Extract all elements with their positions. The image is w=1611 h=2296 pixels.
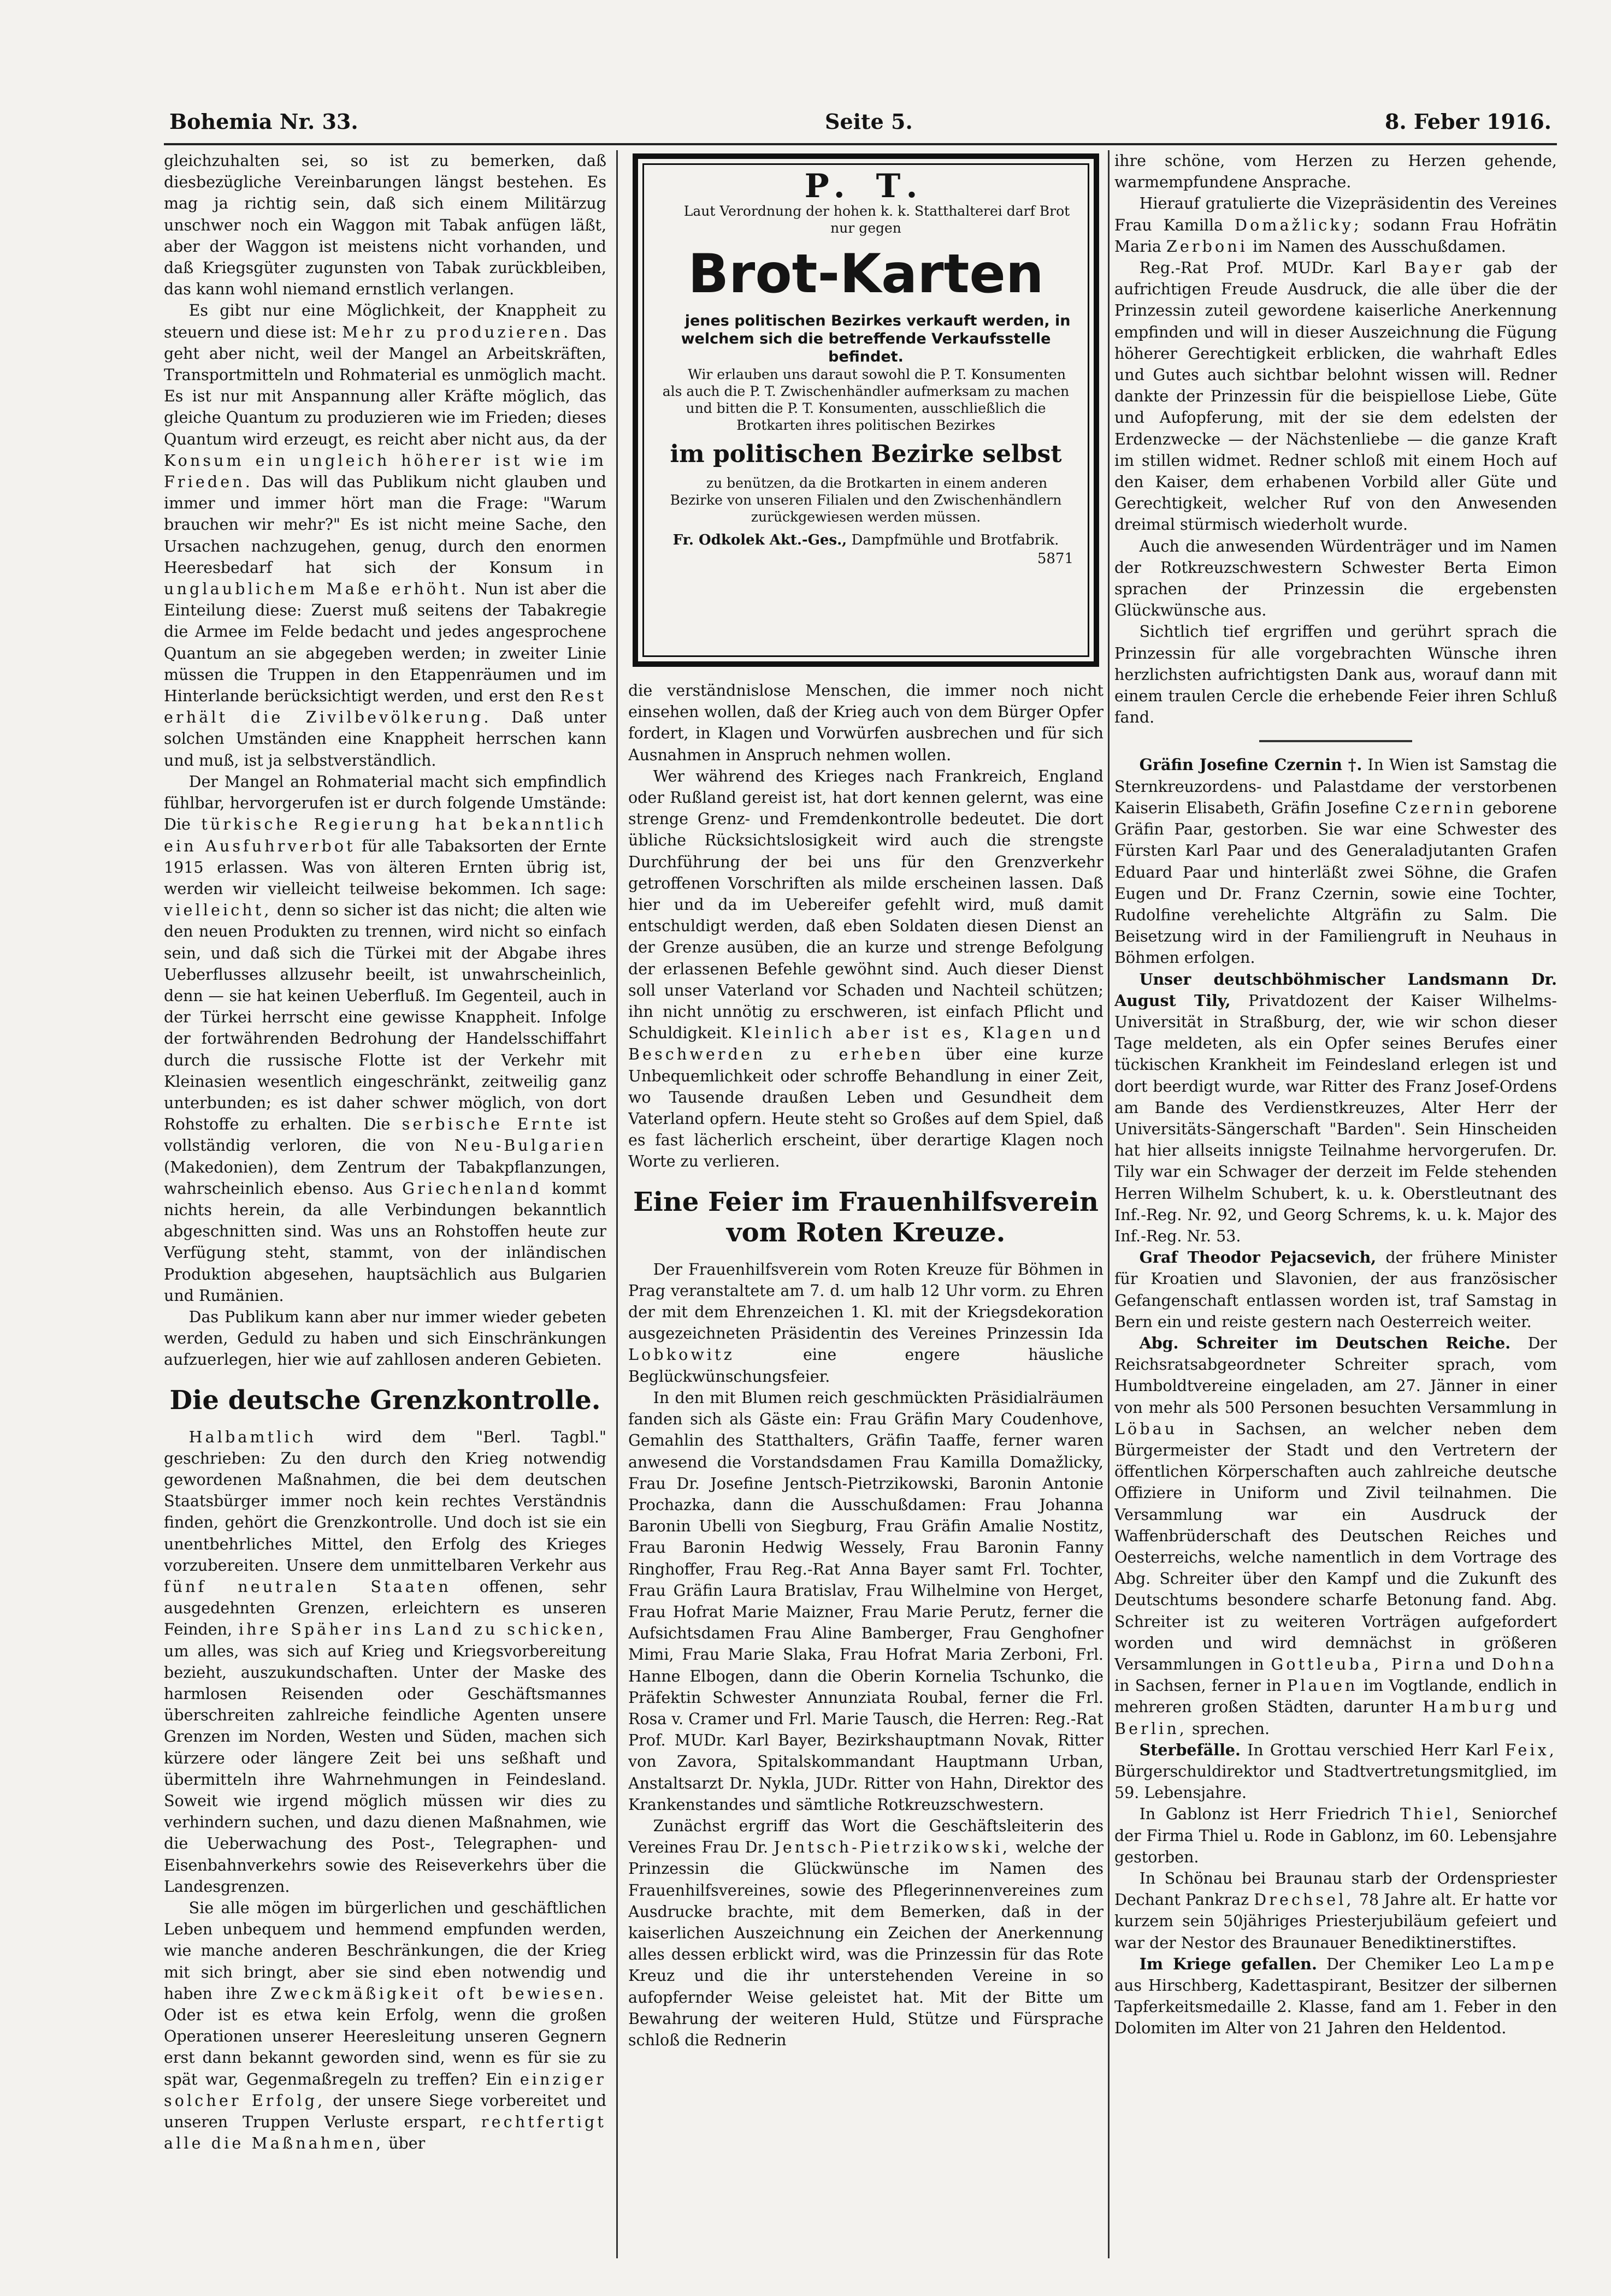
paragraph: Der Mangel an Rohmaterial macht sich empfindlich fühlbar, hervorgerufen ist er durch folgende Umstände: Die türkische Regierung hat bekanntlich ein Ausfuhrverbot für alle Tabaksorten der Ernte 1915 erlassen. Was von älteren Ernten übrig ist, werden wir vielleicht teilweise bekommen. Ich sage: vielleicht, denn so sicher ist das nicht; die alten wie den neuen Produkten zu trennen, wird nicht so einfach sein, und daß sich die Türkei mit der Abgabe ihres Ueberflusses allzusehr beeilt, ist unwahrscheinlich, denn — sie hat keinen Ueberfluß. Im Gegenteil, auch in der Türkei herrscht eine gewisse Knappheit. Infolge der fortwährenden Bedrohung der Handelsschiffahrt durch die russische Flotte ist der Verkehr mit Kleinasien wesentlich eingeschränkt, zeitweilig ganz unterbunden; es ist daher schwer möglich, von dort Rohstoffe zu erhalten. Die serbische Ernte ist vollständig verloren, die von Neu-Bulgarien (Makedonien), dem Zentrum der Tabakpflanzungen, wahrscheinlich ebenso. Aus Griechenland kommt nichts herein, da alle Verbindungen bekanntlich abgeschnitten sind. Was uns an Rohstoffen heute zur Verfügung steht, stammt, von der inländischen Produktion abgesehen, hauptsächlich aus Bulgarien und Rumänien. (164, 772, 606, 1305)
ad-text: Laut Verordnung der hohen k. k. Statthalterei darf Brot nur gegen (683, 203, 1070, 236)
paragraph: In Schönau bei Braunau starb der Ordenspriester Dechant Pankraz Drechsel, 78 Jahre alt. Er hatte vor kurzem sein 50jähriges Priesterjubiläum gefeiert und war der Nestor des Braunauer Benediktinerstiftes. (1114, 1869, 1557, 1952)
paragraph: Sichtlich tief ergriffen und gerührt sprach die Prinzessin für alle vorgebrachten Wünsche ihren herzlichsten aufrichtigsten Dank aus, worauf dann mit einem traulen Cercle die erhebende Feier ihren Schluß fand. (1114, 623, 1557, 727)
paragraph: die verständnislose Menschen, die immer noch nicht einsehen wollen, daß der Krieg auch von dem Bürger Opfer fordert, in Klagen und Vorwürfen ausbrechen und für sich Ausnahmen in Anspruch nehmen wollen. (628, 682, 1103, 764)
paragraph: Auch die anwesenden Würdenträger und im Namen der Rotkreuzschwestern Schwester Berta Eimon sprachen der Prinzessin die ergebensten Glückwünsche aus. (1114, 537, 1557, 620)
column-1 (164, 150, 606, 2253)
paragraph: gleichzuhalten sei, so ist zu bemerken, daß diesbezügliche Vereinbarungen längst bestehen. Es mag ja richtig sein, daß sich einem Militärzug unschwer noch ein Waggon mit Tabak anfügen läßt, aber der Waggon ist meistens nicht vorhanden, und daß Kriegsgüter zugunsten von Tabak zurückbleiben, das kann wohl niemand ernstlich verlangen. (164, 152, 606, 299)
headline-grenzkontrolle: Die deutsche Grenzkontrolle. (169, 1384, 601, 1416)
ad-salutation: P. T. (804, 167, 928, 205)
header-rule (164, 143, 1557, 145)
header-page-number: Seite 5. (825, 109, 913, 134)
paragraph: Wer während des Krieges nach Frankreich, England oder Rußland gereist ist, hat dort kennen gelernt, was eine strenge Grenz- und Fremdenkontrolle bedeutet. Die dort übliche Rücksichtslosigkeit wird auch die strengste Durchführung der bei uns für den Grenzverkehr getroffenen Vorschriften als milde erscheinen lassen. Daß hier und da im Uebereifer gefehlt wird, muß damit entschuldigt werden, daß eben Soldaten diesen Dienst an der Grenze ausüben, die an kurze und strenge Befolgung der erlassenen Befehle gewöhnt sind. Auch dieser Dienst soll unser Vaterland vor Schaden und Nachteil schützen; ihn nicht unnötig zu erschweren, ist einfach Pflicht und Schuldigkeit. Kleinlich aber ist es, Klagen und Beschwerden zu erheben über eine kurze Unbequemlichkeit oder schroffe Behandlung in einer Zeit, wo Tausende draußen Leben und Gesundheit dem Vaterland opfern. Heute steht so Großes auf dem Spiel, daß es fast lächerlich erscheint, über derartige Klagen noch Worte zu verlieren. (628, 767, 1103, 1171)
header-issue: Bohemia Nr. 33. (169, 109, 358, 134)
ad-title: Brot-Karten (688, 243, 1044, 306)
section-divider (1259, 740, 1412, 742)
paragraph: Sterbefälle. In Grottau verschied Herr Karl Feix, Bürgerschuldirektor und Stadtvertretungsmitglied, im 59. Lebensjahre. (1114, 1740, 1557, 1802)
advertisement-brot-karten (633, 153, 1099, 667)
advertisement-frame (642, 163, 1089, 657)
paragraph: In den mit Blumen reich geschmückten Präsidialräumen fanden sich als Gäste ein: Frau Gräfin Mary Coudenhove, Gemahlin des Statthalters, Gräfin Taaffe, ferner waren anwesend die Vorstandsdamen Frau Kamilla Domažlicky, Frau Dr. Josefine Jentsch-Pietrzikowski, Baronin Antonie Prochazka, dann die Ausschußdamen: Frau Johanna Baronin Ubelli von Siegburg, Frau Gräfin Amalie Nostitz, Frau Baronin Hedwig Wessely, Frau Baronin Fanny Ringhoffer, Frau Reg.-Rat Anna Bayer samt Frl. Tochter, Frau Gräfin Laura Bratislav, Frau Wilhelmine von Herget, Frau Hofrat Marie Maizner, Frau Marie Perutz, ferner die Aufsichtsdamen Frau Aline Bamberger, Frau Genghofner Mimi, Frau Marie Slaka, Frau Hofrat Maria Zerboni, Frl. Hanne Elbogen, dann die Oberin Kornelia Tschunko, die Präfektin Schwester Annunziata Roubal, ferner die Frl. Rosa v. Cramer und Frl. Marie Tausch, die Herren: Reg.-Rat Prof. MUDr. Karl Bayer, Bezirkshauptmann Novak, Ritter von Zavora, Spitalskommandant Hauptmann Urban, Anstaltsarzt Dr. Nykla, JUDr. Ritter von Hahn, Direktor des Krankenstandes und sämtliche Rotkreuzschwestern. (628, 1388, 1103, 1814)
paragraph: Graf Theodor Pejacsevich, der frühere Minister für Kroatien und Slavonien, der aus französischer Gefangenschaft entlassen worden ist, traf Samstag in Bern ein und reiste gestern nach Oesterreich weiter. (1114, 1248, 1557, 1331)
column-rule (1108, 150, 1110, 2258)
column-3 (1114, 150, 1557, 2253)
paragraph: Das Publikum kann aber nur immer wieder gebeten werden, Geduld zu haben und sich Einschränkungen aufzuerlegen, hier wie auf zahllosen anderen Gebieten. (164, 1307, 606, 1369)
column-rule (616, 150, 618, 2258)
page-header (169, 109, 1551, 147)
ad-text-bold: jenes politischen Bezirkes verkauft werden, in welchem sich die betreffende Verkaufsstelle befindet. (681, 312, 1071, 366)
paragraph: Halbamtlich wird dem "Berl. Tagbl." geschrieben: Zu den durch den Krieg notwendig gewordenen Maßnahmen, die bei dem deutschen Staatsbürger immer noch kein rechtes Verständnis finden, gehört die Grenzkontrolle. Und doch ist sie ein unentbehrliches Mittel, den Erfolg des Krieges vorzubereiten. Unsere dem unmittelbaren Verkehr aus fünf neutralen Staaten offenen, sehr ausgedehnten Grenzen, erleichtern es unseren Feinden, ihre Späher ins Land zu schicken, um alles, was sich auf Krieg und Kriegsvorbereitung bezieht, auszukundschaften. Unter der Maske des harmlosen Reisenden oder Geschäftsmannes überschreiten zahlreiche feindliche Agenten unsere Grenzen im Norden, Westen und Süden, machen sich kürzere oder längere Zeit bei uns seßhaft und übermitteln ihre Wahrnehmungen in Feindesland. Soweit wie irgend möglich müssen wir dies zu verhindern suchen, und dazu dienen Maßnahmen, wie die Ueberwachung des Post-, Telegraphen- und Eisenbahnverkehrs sowie des Reiseverkehrs über die Landesgrenzen. (164, 1428, 606, 1896)
headline-frauenhilfsverein: Eine Feier im Frauenhilfsverein vom Roten Kreuze. (633, 1186, 1099, 1248)
paragraph: Hierauf gratulierte die Vizepräsidentin des Vereines Frau Kamilla Domažlicky; sodann Frau Hofrätin Maria Zerboni im Namen des Ausschußdamen. (1114, 194, 1557, 256)
ad-code: 5871 (1037, 551, 1073, 567)
paragraph: Abg. Schreiter im Deutschen Reiche. Der Reichsratsabgeordneter Schreiter sprach, vom Humboldtvereine eingeladen, am 27. Jänner in einer von mehr als 500 Personen besuchten Versammlung in Löbau in Sachsen, an welcher neben dem Bürgermeister der Stadt und den Vertretern der öffentlichen Körperschaften auch zahlreiche deutsche Offiziere in Uniform und Zivil teilnahmen. Die Versammlung war ein Ausdruck der Waffenbrüderschaft des Deutschen Reiches und Oesterreichs, welche namentlich in dem Vortrage des Abg. Schreiter über den Kampf und die Zukunft des Deutschtums besondere scharfe Betonung fand. Abg. Schreiter ist zu weiteren Vorträgen aufgefordert worden und wird demnächst in größeren Versammlungen in Gottleuba, Pirna und Dohna in Sachsen, ferner in Plauen im Vogtlande, endlich in mehreren großen Städten, darunter Hamburg und Berlin, sprechen. (1114, 1333, 1557, 1738)
paragraph: Es gibt nur eine Möglichkeit, der Knappheit zu steuern und diese ist: Mehr zu produzieren. Das geht aber nicht, weil der Mangel an Arbeitskräften, Transportmitteln und Rohmaterial es unmöglich macht. Es ist nur mit Anspannung aller Kräfte möglich, das gleiche Quantum zu produzieren wie im Frieden; dieses Quantum wird erzeugt, es reicht aber nicht aus, da der Konsum ein ungleich höherer ist wie im Frieden. Das will das Publikum nicht glauben und immer und immer hört man die Frage: "Warum brauchen wir mehr?" Es ist nicht meine Sache, den Ursachen nachzugehen, genug, durch den enormen Heeresbedarf hat sich der Konsum in unglaublichem Maße erhöht. Nun ist aber die Einteilung diese: Zuerst muß seitens der Tabakregie die Armee im Felde bedacht und jedes angesprochene Quantum an sie abgegeben werden; in zweiter Linie müssen die Truppen in den Etappenräumen und im Hinterlande berücksichtigt werden, und erst den Rest erhält die Zivilbevölkerung. Daß unter solchen Umständen eine Knappheit herrschen kann und muß, ist ja selbstverständlich. (164, 301, 606, 770)
ad-district-heading: im politischen Bezirke selbst (670, 440, 1062, 469)
paragraph: Gräfin Josefine Czernin †. In Wien ist Samstag die Sternkreuzordens- und Palastdame der verstorbenen Kaiserin Elisabeth, Gräfin Josefine Czernin geborene Gräfin Paar, gestorben. Sie war eine Schwester des Fürsten Karl Paar und des Generaladjutanten Grafen Eduard Paar und hinterläßt zwei Söhne, die Grafen Eugen und Dr. Franz Czernin, sowie eine Tochter, Rudolfine verehelichte Altgräfin zu Salm. Die Beisetzung wird in der Familiengruft in Neuhaus in Böhmen erfolgen. (1114, 755, 1557, 967)
paragraph: ihre schöne, vom Herzen zu Herzen gehende, warmempfundene Ansprache. (1114, 152, 1557, 192)
paragraph: Reg.-Rat Prof. MUDr. Karl Bayer gab der aufrichtigen Freude Ausdruck, die alle über die der Prinzessin zuteil gewordene kaiserliche Anerkennung empfinden und will in dieser Auszeichnung die Fügung höherer Gerechtigkeit erblicken, die wahrhaft Edles und Gutes auch sichtbar belohnt wissen will. Redner dankte der Prinzessin für die beispiellose Liebe, Güte und Aufopferung, mit der sie dem edelsten der Erdenzwecke — der Nächstenliebe — die ganze Kraft im stillen widmet. Redner schloß mit einem Hoch auf den Kaiser, dem erhabenen Vorbild aller Güte und Gerechtigkeit, welcher Ruf von den Anwesenden dreimal stürmisch wiederholt wurde. (1114, 259, 1557, 534)
paragraph: Zunächst ergriff das Wort die Geschäftsleiterin des Vereines Frau Dr. Jentsch-Pietrzikowski, welche der Prinzessin die Glückwünsche im Namen des Frauenhilfsvereines, sowie des Pflegerinnenvereines zum Ausdrucke brachte, mit dem Bemerken, daß in der kaiserlichen Auszeichnung ein Zeichen der Anerkennung alles dessen erblickt wird, was die Prinzessin für das Rote Kreuz und die ihr unterstehenden Vereine in so aufopfernder Weise geleistet hat. Mit der Bitte um Bewahrung der weiteren Huld, Stütze und Fürsprache schloß die Rednerin (628, 1816, 1103, 2049)
paragraph: Der Frauenhilfsverein vom Roten Kreuze für Böhmen in Prag veranstaltete am 7. d. um halb 12 Uhr vorm. zu Ehren der mit dem Ehrenzeichen 1. Kl. mit der Kriegsdekoration ausgezeichneten Präsidentin des Vereines Prinzessin Ida Lobkowitz eine engere häusliche Beglückwünschungsfeier. (628, 1260, 1103, 1386)
ad-text: Wir erlauben uns daraut sowohl die P. T. Konsumenten als auch die P. T. Zwischenhändler aufmerksam zu machen und bitten die P. T. Konsumenten, ausschließlich die Brotkarten ihres politischen Bezirkes (662, 366, 1070, 434)
ad-text: zu benützen, da die Brotkarten in einem anderen Bezirke von unseren Filialen und den Zwischenhändlern zurückgewiesen werden müssen. (670, 475, 1062, 525)
column-2 (628, 150, 1103, 2253)
paragraph: Unser deutschböhmischer Landsmann Dr. August Tily, Privatdozent der Kaiser Wilhelms-Universität in Straßburg, der, wie wir schon dieser Tage meldeten, als ein Opfer seines Berufes einer tückischen Krankheit im Feindesland erlegen ist und dort beerdigt wurde, war Ritter des Franz Josef-Ordens am Bande des Verdienstkreuzes, Alter Herr der Universitäts-Sängerschaft "Barden". Sein Hinscheiden hat hier allseits innigste Teilnahme hervorgerufen. Dr. Tily war ein Schwager der derzeit im Felde stehenden Herren Wilhelm Schubert, k. u. k. Oberstleutnant des Inf.-Reg. Nr. 92, und Georg Schrems, k. u. k. Major des Inf.-Reg. Nr. 53. (1114, 969, 1557, 1245)
paragraph: In Gablonz ist Herr Friedrich Thiel, Seniorchef der Firma Thiel u. Rode in Gablonz, im 60. Lebensjahre gestorben. (1114, 1805, 1557, 1866)
header-date: 8. Feber 1916. (1385, 109, 1551, 134)
paragraph: Sie alle mögen im bürgerlichen und geschäftlichen Leben unbequem und hemmend empfunden werden, wie manche anderen Beschränkungen, die der Krieg mit sich bringt, aber sie sind eben notwendig und haben ihre Zweckmäßigkeit oft bewiesen. Oder ist es etwa kein Erfolg, wenn die großen Operationen unserer Heeresleitung unseren Gegnern erst dann bekannt geworden sind, wenn es für sie zu spät war, Gegenmaßregeln zu treffen? Ein einziger solcher Erfolg, der unsere Siege vorbereitet und unseren Truppen Verluste erspart, rechtfertigt alle die Maßnahmen, über (164, 1899, 606, 2153)
ad-firm: Fr. Odkolek Akt.-Ges., Dampfmühle und Brotfabrik. 5871 (672, 532, 1073, 567)
paragraph: Im Kriege gefallen. Der Chemiker Leo Lampe aus Hirschberg, Kadettaspirant, Besitzer der silbernen Tapferkeitsmedaille 2. Klasse, fand am 1. Feber in den Dolomiten im Alter von 21 Jahren den Heldentod. (1114, 1954, 1557, 2038)
